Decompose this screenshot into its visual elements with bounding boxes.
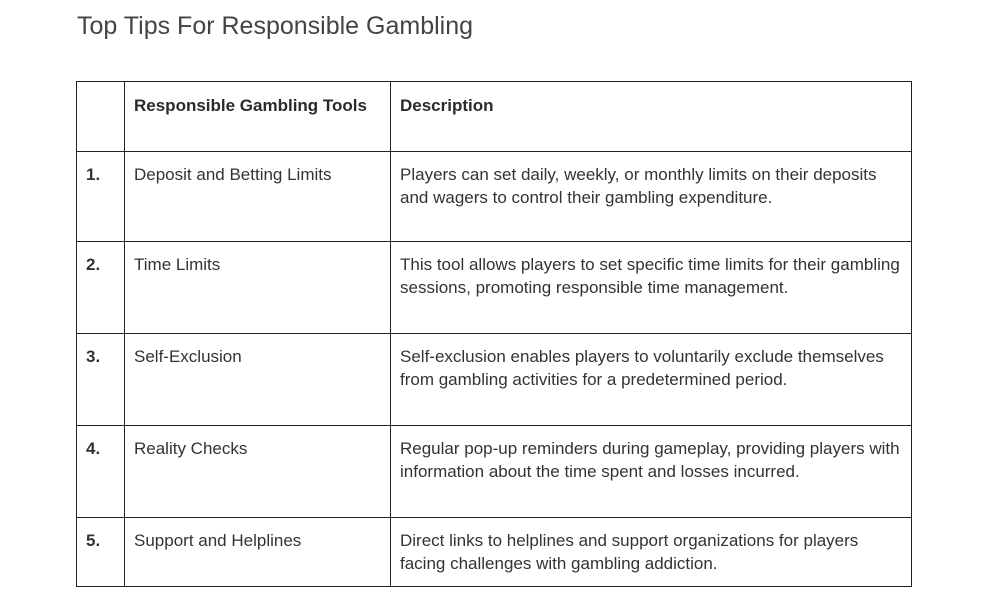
row-tool-cell: Self-Exclusion [125, 334, 391, 426]
row-description-cell: This tool allows players to set specific time limits for their gambling sessions, promoting responsible time management. [391, 242, 912, 334]
row-number-cell: 1. [77, 152, 125, 242]
row-number-cell: 5. [77, 518, 125, 587]
row-tool-cell: Time Limits [125, 242, 391, 334]
row-tool-cell: Support and Helplines [125, 518, 391, 587]
table-row [77, 152, 912, 242]
header-number-cell [77, 82, 125, 152]
table-header-row [77, 82, 912, 152]
row-number-cell: 3. [77, 334, 125, 426]
row-description-cell: Direct links to helplines and support organizations for players facing challenges with gambling addiction. [391, 518, 912, 587]
row-tool-cell: Reality Checks [125, 426, 391, 518]
row-number-cell: 2. [77, 242, 125, 334]
table-row [77, 242, 912, 334]
row-description-cell: Self-exclusion enables players to voluntarily exclude themselves from gambling activities for a predetermined period. [391, 334, 912, 426]
page-title: Top Tips For Responsible Gambling [77, 12, 474, 40]
table-row [77, 518, 912, 587]
header-tool-cell: Responsible Gambling Tools [125, 82, 391, 152]
row-description-cell: Players can set daily, weekly, or monthly limits on their deposits and wagers to control their gambling expenditure. [391, 152, 912, 242]
responsible-gambling-tools-table [76, 81, 912, 587]
table-row [77, 426, 912, 518]
header-description-cell: Description [391, 82, 912, 152]
table-row [77, 334, 912, 426]
row-tool-cell: Deposit and Betting Limits [125, 152, 391, 242]
row-description-cell: Regular pop-up reminders during gameplay, providing players with information about the time spent and losses incurred. [391, 426, 912, 518]
row-number-cell: 4. [77, 426, 125, 518]
